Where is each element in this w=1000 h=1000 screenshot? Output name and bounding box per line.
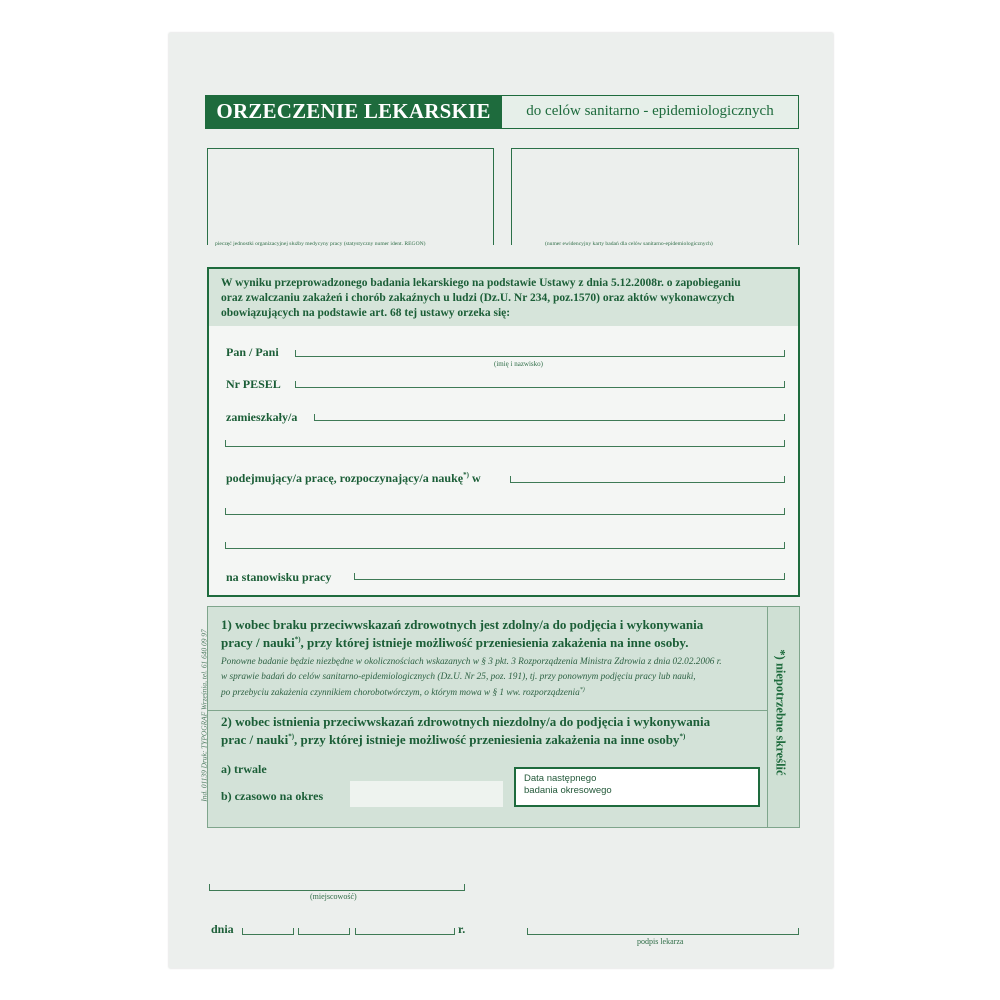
date-day-line[interactable] — [242, 928, 294, 935]
signature-line[interactable] — [527, 928, 799, 935]
address-input-line-2[interactable] — [225, 440, 785, 447]
stamp-caption-card-number: (numer ewidencyjny karty badań dla celów sanitarno-epidemiologicznych) — [545, 241, 713, 247]
intro-line-2: oraz zwalczaniu zakażeń i chorób zakaźnych u ludzi (Dz.U. Nr 234, poz.1570) oraz aktów wykonawczych — [221, 292, 735, 304]
form-subtitle: do celów sanitarno - epidemiologicznych — [526, 103, 774, 119]
next-exam-label-2: badania okresowego — [524, 785, 612, 796]
date-label: dnia — [211, 922, 234, 936]
section1-note-3 — [221, 687, 585, 698]
work-footnote-mark: *) — [463, 471, 469, 479]
section2-footnote-mark-1: *) — [288, 732, 295, 741]
pesel-label: Nr PESEL — [226, 377, 281, 391]
stamp-box-regon[interactable] — [207, 148, 494, 245]
section2-line-2b: , przy której istnieje możliwość przeniesienia zakażenia na inne osoby — [294, 732, 680, 747]
intro-line-1: W wyniku przeprowadzonego badania lekarskiego na podstawie Ustawy z dnia 5.12.2008r. o zapobieganiu — [221, 277, 741, 289]
work-input-line-1[interactable] — [510, 476, 785, 483]
option-temporary[interactable]: b) czasowo na okres — [221, 789, 324, 803]
section2-footnote-mark-2: *) — [679, 732, 686, 741]
position-label: na stanowisku pracy — [226, 570, 332, 584]
work-label-row — [226, 471, 481, 486]
date-month-line[interactable] — [298, 928, 350, 935]
form-title: ORZECZENIE LEKARSKIE — [216, 99, 491, 123]
section2-line-1: 2) wobec istnienia przeciwwskazań zdrowotnych niezdolny/a do podjęcia i wykonywania — [221, 714, 711, 729]
work-label: podejmujący/a pracę, rozpoczynający/a naukę — [226, 471, 464, 485]
option-permanent[interactable]: a) trwale — [221, 762, 267, 776]
section1-note-2: w sprawie badań do celów sanitarno-epidemiologicznych (Dz.U. Nr 25, poz. 191), tj. przy ponownym podjęciu pracy lub nauki, — [221, 672, 696, 682]
place-caption: (miejscowość) — [310, 892, 357, 901]
date-year-line[interactable] — [355, 928, 455, 935]
printer-note: Ind. 01139 Druk: TYPOGRAF Września, tel. 61 640 09 97 — [199, 629, 209, 802]
section1-note-footnote-mark: *) — [579, 687, 585, 693]
work-input-line-2[interactable] — [225, 508, 785, 515]
section2-line-2 — [221, 732, 685, 748]
section1-footnote-mark: *) — [294, 635, 301, 644]
name-input-line[interactable] — [295, 350, 785, 357]
position-input-line[interactable] — [354, 573, 785, 580]
year-suffix: r. — [458, 922, 466, 936]
address-input-line-1[interactable] — [314, 414, 785, 421]
work-input-line-3[interactable] — [225, 542, 785, 549]
stamp-box-card-number[interactable] — [511, 148, 799, 245]
section1-note-3-text: po przebyciu zakażenia czynnikiem chorobotwórczym, o którym mowa w § 1 ww. rozporządzenia — [221, 688, 580, 699]
address-label: zamieszkały/a — [226, 410, 298, 424]
stamp-caption-regon: pieczęć jednostki organizacyjnej służby medycyny pracy (statystyczny numer ident. REGON) — [215, 241, 426, 247]
work-label-w: w — [468, 471, 481, 485]
next-exam-label-1: Data następnego — [524, 773, 597, 784]
signature-caption: podpis lekarza — [637, 937, 684, 946]
side-note: *) niepotrzebne skreślić — [773, 649, 788, 776]
name-caption: (imię i nazwisko) — [494, 360, 543, 368]
name-label: Pan / Pani — [226, 345, 279, 359]
section1-line-1: 1) wobec braku przeciwwskazań zdrowotnych jest zdolny/a do podjęcia i wykonywania — [221, 617, 704, 632]
section1-line-2a: pracy / nauki — [221, 635, 295, 650]
decision-divider — [207, 710, 767, 711]
section1-line-2b: , przy której istnieje możliwość przeniesienia zakażenia na inne osoby. — [300, 635, 689, 650]
section2-line-2a: prac / nauki — [221, 732, 289, 747]
period-input[interactable] — [350, 781, 503, 807]
intro-line-3: obowiązujących na podstawie art. 68 tej ustawy orzeka się: — [221, 307, 511, 319]
place-input-line[interactable] — [209, 884, 465, 891]
section1-line-2 — [221, 635, 688, 651]
pesel-input-line[interactable] — [295, 381, 785, 388]
section1-note-1: Ponowne badanie będzie niezbędne w okolicznościach wskazanych w § 3 pkt. 3 Rozporządzenia Ministra Zdrowia z dnia 02.02.2006 r. — [221, 657, 722, 667]
